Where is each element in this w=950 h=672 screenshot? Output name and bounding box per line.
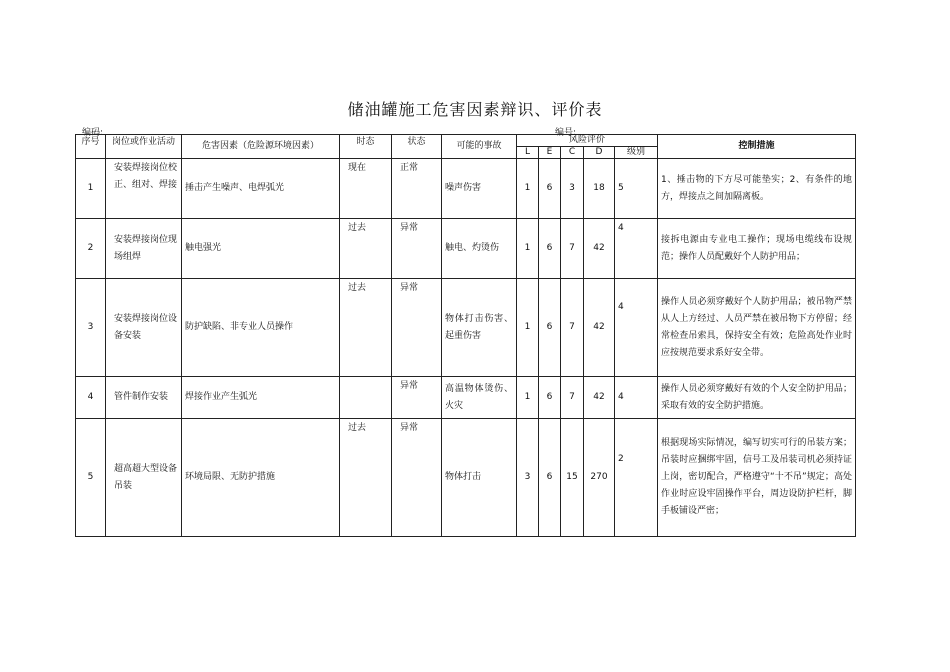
cell-accident: 触电、灼烫伤 xyxy=(442,219,517,279)
table-row xyxy=(76,279,856,377)
cell-tense: 过去 xyxy=(340,219,392,279)
table-row xyxy=(76,219,856,279)
cell-C: 3 xyxy=(561,159,584,219)
cell-seq: 2 xyxy=(76,219,106,279)
cell-C: 7 xyxy=(561,219,584,279)
cell-seq: 4 xyxy=(76,377,106,419)
cell-D: 42 xyxy=(584,279,615,377)
cell-accident: 高温物体烫伤、火灾 xyxy=(442,377,517,419)
cell-seq: 5 xyxy=(76,419,106,537)
header-row xyxy=(76,135,856,147)
cell-tense: 过去 xyxy=(340,279,392,377)
cell-L: 1 xyxy=(517,377,539,419)
cell-control: 1、捶击物的下方尽可能垫实；2、有条件的地方，焊接点之间加隔离板。 xyxy=(658,159,856,219)
cell-hazard: 捶击产生噪声、电焊弧光 xyxy=(182,159,340,219)
cell-level: 4 xyxy=(615,279,658,377)
cell-level: 2 xyxy=(615,419,658,537)
cell-level: 4 xyxy=(615,377,658,419)
cell-post: 超高超大型设备吊装 xyxy=(106,419,182,537)
cell-accident: 物体打击 xyxy=(442,419,517,537)
cell-C: 7 xyxy=(561,377,584,419)
cell-tense xyxy=(340,377,392,419)
cell-level: 5 xyxy=(615,159,658,219)
cell-E: 6 xyxy=(539,279,561,377)
table-row xyxy=(76,377,856,419)
cell-D: 42 xyxy=(584,219,615,279)
cell-state: 异常 xyxy=(392,419,442,537)
cell-control: 操作人员必须穿戴好有效的个人安全防护用品；采取有效的安全防护措施。 xyxy=(658,377,856,419)
header-L: L xyxy=(517,147,539,159)
cell-tense: 现在 xyxy=(340,159,392,219)
cell-post: 管件制作安装 xyxy=(106,377,182,419)
cell-control: 根据现场实际情况，编写切实可行的吊装方案；吊装时应捆绑牢固，信号工及吊装司机必须持证上岗，密切配合，严格遵守“十不吊”规定；高处作业时应设牢固操作平台，周边设防护栏杆，脚手板铺设严密； xyxy=(658,419,856,537)
header-control: 控制措施 xyxy=(658,135,856,159)
header-accident: 可能的事故 xyxy=(442,135,517,159)
cell-L: 3 xyxy=(517,419,539,537)
header-post: 岗位或作业活动 xyxy=(106,135,182,159)
cell-state: 异常 xyxy=(392,279,442,377)
cell-accident: 噪声伤害 xyxy=(442,159,517,219)
cell-E: 6 xyxy=(539,377,561,419)
cell-E: 6 xyxy=(539,419,561,537)
code-label: 编码: xyxy=(82,128,104,138)
cell-D: 42 xyxy=(584,377,615,419)
cell-L: 1 xyxy=(517,159,539,219)
cell-post: 安装焊接岗位校正、组对、焊接 xyxy=(106,159,182,219)
header-level: 级别 xyxy=(615,147,658,159)
cell-hazard: 防护缺陷、非专业人员操作 xyxy=(182,279,340,377)
table-row xyxy=(76,159,856,219)
header-risk: 风险评价 xyxy=(517,135,658,147)
cell-state: 异常 xyxy=(392,377,442,419)
cell-tense: 过去 xyxy=(340,419,392,537)
cell-accident: 物体打击伤害、起重伤害 xyxy=(442,279,517,377)
cell-seq: 3 xyxy=(76,279,106,377)
cell-C: 15 xyxy=(561,419,584,537)
cell-post: 安装焊接岗位现场组焊 xyxy=(106,219,182,279)
cell-hazard: 触电强光 xyxy=(182,219,340,279)
table-row xyxy=(76,419,856,537)
header-D: D xyxy=(584,147,615,159)
cell-E: 6 xyxy=(539,219,561,279)
cell-hazard: 环境局限、无防护措施 xyxy=(182,419,340,537)
cell-control: 操作人员必须穿戴好个人防护用品；被吊物严禁从人上方经过、人员严禁在被吊物下方停留；经常检查吊索具，保持安全有效；危险高处作业时应按规范要求系好安全带。 xyxy=(658,279,856,377)
cell-seq: 1 xyxy=(76,159,106,219)
cell-hazard: 焊接作业产生弧光 xyxy=(182,377,340,419)
header-state: 状态 xyxy=(392,135,442,159)
cell-E: 6 xyxy=(539,159,561,219)
cell-L: 1 xyxy=(517,219,539,279)
hazard-table xyxy=(75,134,856,537)
cell-D: 270 xyxy=(584,419,615,537)
cell-D: 18 xyxy=(584,159,615,219)
header-hazard: 危害因素（危险源环境因素） xyxy=(182,135,340,159)
header-tense: 时态 xyxy=(340,135,392,159)
number-label: 编号: xyxy=(555,128,577,138)
cell-L: 1 xyxy=(517,279,539,377)
header-C: C xyxy=(561,147,584,159)
cell-level: 4 xyxy=(615,219,658,279)
cell-control: 接拆电源由专业电工操作；现场电缆线布设规范；操作人员配戴好个人防护用品； xyxy=(658,219,856,279)
cell-state: 异常 xyxy=(392,219,442,279)
cell-C: 7 xyxy=(561,279,584,377)
header-E: E xyxy=(539,147,561,159)
cell-post: 安装焊接岗位设备安装 xyxy=(106,279,182,377)
document-title: 储油罐施工危害因素辩识、评价表 xyxy=(347,100,603,119)
cell-state: 正常 xyxy=(392,159,442,219)
header-seq: 序号 xyxy=(76,135,106,159)
